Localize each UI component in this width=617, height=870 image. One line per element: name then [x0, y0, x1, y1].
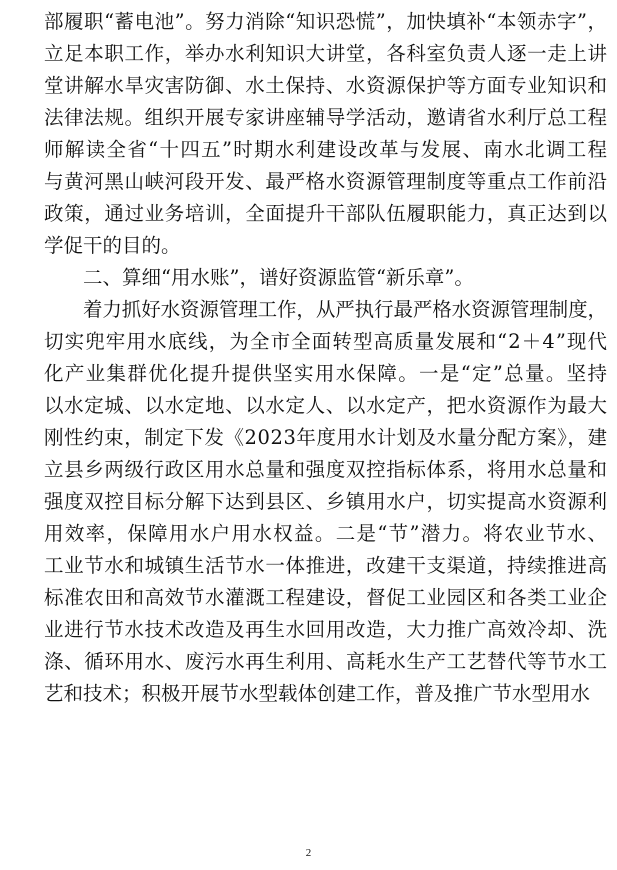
text-line: 刚性约束，制定下发《2023年度用水计划及水量分配方案》，建	[44, 426, 608, 449]
text-line: 艺和技术；积极开展节水型载体创建工作，普及推广节水型用水	[44, 682, 591, 705]
text-line: 标准农田和高效节水灌溉工程建设，督促工业园区和各类工业企	[44, 586, 608, 609]
text-line: 强度双控目标分解下达到县区、乡镇用水户，切实提高水资源利	[44, 490, 608, 513]
text-line: 化产业集群优化提升提供坚实用水保障。一是“定”总量。坚持	[44, 362, 609, 385]
text-line: 政策，通过业务培训，全面提升干部队伍履职能力，真正达到以	[44, 202, 608, 225]
text-line: 学促干的目的。	[44, 234, 181, 257]
page-number: 2	[305, 847, 312, 859]
text-line: 立足本职工作，举办水利知识大讲堂，各科室负责人逐一走上讲	[44, 42, 608, 65]
text-line: 用效率，保障用水户用水权益。二是“节”潜力。将农业节水、	[44, 522, 609, 545]
text-line: 师解读全省“十四五”时期水利建设改革与发展、南水北调工程	[44, 138, 609, 161]
text-line: 工业节水和城镇生活节水一体推进，改建干支渠道，持续推进高	[44, 554, 608, 577]
text-line: 法律法规。组织开展专家讲座辅导学活动，邀请省水利厅总工程	[44, 106, 608, 129]
text-line: 切实兜牢用水底线，为全市全面转型高质量发展和“2＋4”现代	[44, 330, 609, 353]
text-line: 立县乡两级行政区用水总量和强度双控指标体系，将用水总量和	[44, 458, 608, 481]
text-line: 以水定城、以水定地、以水定人、以水定产，把水资源作为最大	[44, 394, 608, 417]
text-line: 堂讲解水旱灾害防御、水土保持、水资源保护等方面专业知识和	[44, 74, 608, 97]
text-line: 与黄河黑山峡河段开发、最严格水资源管理制度等重点工作前沿	[44, 170, 608, 193]
text-line: 业进行节水技术改造及再生水回用改造，大力推广高效冷却、洗	[44, 618, 608, 641]
text-line: 着力抓好水资源管理工作，从严执行最严格水资源管理制度，	[83, 298, 607, 321]
text-line: 部履职“蓄电池”。努力消除“知识恐慌”，加快填补“本领赤字”，	[44, 10, 608, 33]
text-line: 涤、循环用水、废污水再生利用、高耗水生产工艺替代等节水工	[44, 650, 608, 673]
text-line: 二、算细“用水账”，谱好资源监管“新乐章”。	[83, 266, 474, 289]
